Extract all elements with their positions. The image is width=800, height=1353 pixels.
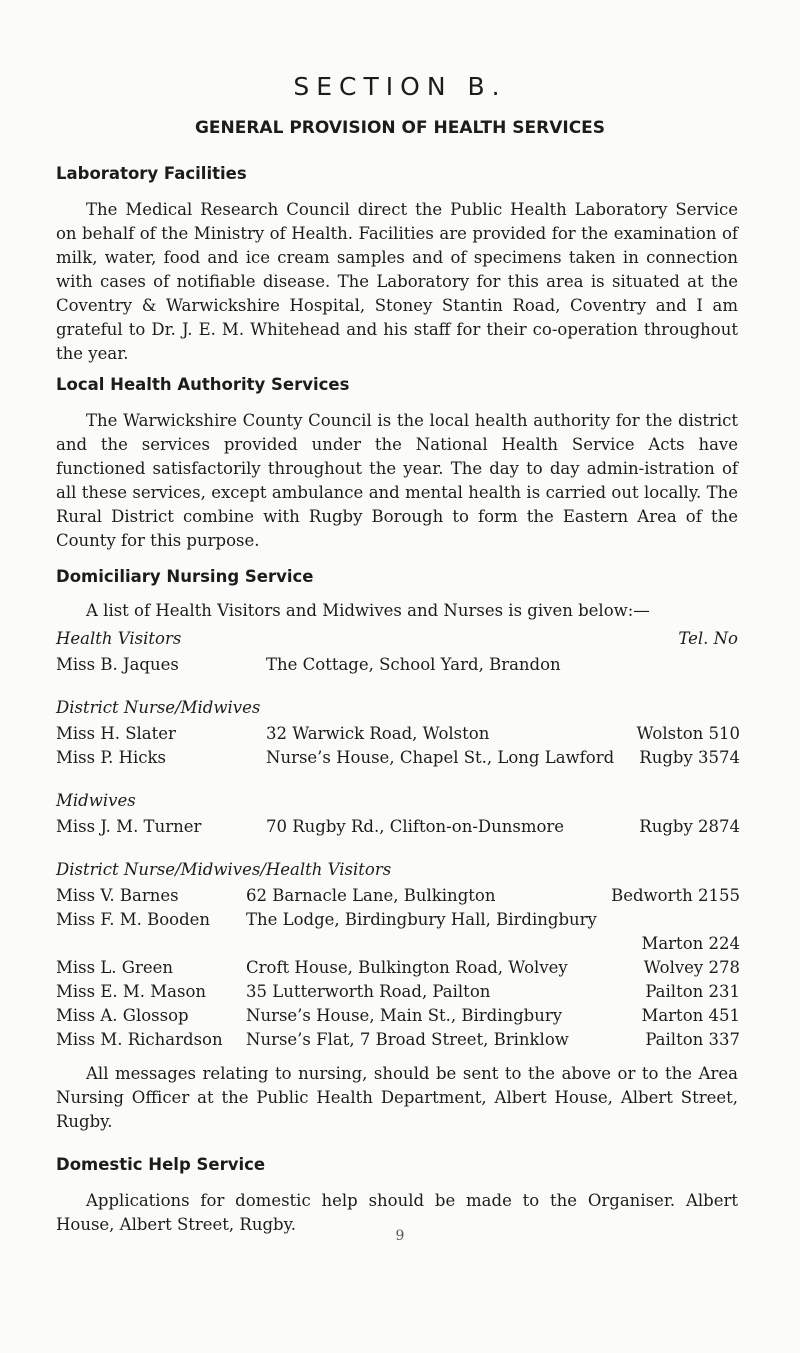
nurse-name: Miss J. M. Turner <box>56 817 202 836</box>
nurse-address: Croft House, Bulkington Road, Wolvey <box>246 958 568 977</box>
lab-text: The Medical Research Council direct the Public Health Laboratory Service on behalf of the Ministry of Health. Facilities are provided for the examination of milk, water, food and ice cream samples and of specimens taken in connection with cases of notifiable disease. The Laboratory for this area is situated at the Coventry & Warwickshire Hospital, Stoney Stantin Road, Coventry and I am grateful to Dr. J. E. M. Whitehead and his staff for their co-operation throughout the year. <box>56 200 738 363</box>
nurse-tel: Pailton 231 <box>645 982 740 1001</box>
list-item <box>56 908 740 932</box>
nurse-name: Miss E. M. Mason <box>56 982 207 1001</box>
list-item <box>56 932 740 956</box>
list-item <box>56 1028 740 1052</box>
nurse-name: Miss V. Barnes <box>56 886 179 905</box>
nurse-address: 62 Barnacle Lane, Bulkington <box>246 886 496 905</box>
list-item <box>56 653 740 677</box>
nurse-address: Nurse’s House, Chapel St., Long Lawford <box>266 748 615 767</box>
nurse-address: The Cottage, School Yard, Brandon <box>266 655 561 674</box>
dns-intro: A list of Health Visitors and Midwives and Nurses is given below:— <box>86 601 650 620</box>
dhs-heading: Domestic Help Service <box>56 1155 266 1174</box>
district-nurse-midwives-health-visitors-label: District Nurse/Midwives/Health Visitors <box>56 860 392 879</box>
lab-heading: Laboratory Facilities <box>56 164 247 183</box>
list-item <box>56 956 740 980</box>
lha-heading: Local Health Authority Services <box>56 375 350 394</box>
nurse-name: Miss H. Slater <box>56 724 176 743</box>
nurse-tel: Marton 451 <box>641 1006 740 1025</box>
nurse-address: 35 Lutterworth Road, Pailton <box>246 982 491 1001</box>
list-item <box>56 722 740 746</box>
dns-footer-paragraph <box>56 1062 738 1134</box>
nurse-address: Nurse’s Flat, 7 Broad Street, Brinklow <box>246 1030 569 1049</box>
nurse-name: Miss M. Richardson <box>56 1030 223 1049</box>
nurse-name: Miss F. M. Booden <box>56 910 211 929</box>
nurse-name: Miss B. Jaques <box>56 655 179 674</box>
page-number: 9 <box>395 1228 405 1244</box>
nurse-tel: Wolvey 278 <box>643 958 740 977</box>
lab-paragraph <box>56 198 738 366</box>
nurse-tel: Pailton 337 <box>645 1030 740 1049</box>
list-item <box>56 746 740 770</box>
lha-text: The Warwickshire County Council is the local health authority for the district and the services provided under the National Health Service Acts have functioned satisfactorily throughout the year. The day to day admin-istration of all these services, except ambulance and mental health is carried out locally. The Rural District combine with Rugby Borough to form the Eastern Area of the County for this purpose. <box>56 411 738 550</box>
nurse-tel: Rugby 2874 <box>639 817 740 836</box>
section-title: SECTION B. <box>293 72 507 101</box>
list-item <box>56 884 740 908</box>
page-title: GENERAL PROVISION OF HEALTH SERVICES <box>194 118 606 138</box>
nurse-tel: Marton 224 <box>641 934 740 953</box>
lha-paragraph <box>56 409 738 553</box>
tel-no-header: Tel. No <box>678 629 738 648</box>
nurse-tel: Wolston 510 <box>636 724 740 743</box>
midwives-label: Midwives <box>56 791 136 810</box>
nurse-tel: Bedworth 2155 <box>611 886 740 905</box>
nurse-address: 70 Rugby Rd., Clifton-on-Dunsmore <box>266 817 565 836</box>
dns-intro-paragraph <box>56 599 738 623</box>
district-nurse-midwives-label: District Nurse/Midwives <box>56 698 261 717</box>
list-item <box>56 980 740 1004</box>
list-item <box>56 1004 740 1028</box>
nurse-address: 32 Warwick Road, Wolston <box>266 724 490 743</box>
nurse-name: Miss L. Green <box>56 958 174 977</box>
nurse-address: Nurse’s House, Main St., Birdingbury <box>246 1006 563 1025</box>
dhs-text: Applications for domestic help should be made to the Organiser. Albert House, Albert Street, Rugby. <box>56 1191 738 1234</box>
health-visitors-label: Health Visitors <box>56 629 182 648</box>
nurse-name: Miss A. Glossop <box>56 1006 189 1025</box>
list-item <box>56 815 740 839</box>
nurse-name: Miss P. Hicks <box>56 748 166 767</box>
dns-heading: Domiciliary Nursing Service <box>56 567 314 586</box>
dns-footer: All messages relating to nursing, should be sent to the above or to the Area Nursing Officer at the Public Health Department, Albert House, Albert Street, Rugby. <box>56 1064 738 1131</box>
nurse-address: The Lodge, Birdingbury Hall, Birdingbury <box>246 910 597 929</box>
nurse-tel: Rugby 3574 <box>639 748 740 767</box>
